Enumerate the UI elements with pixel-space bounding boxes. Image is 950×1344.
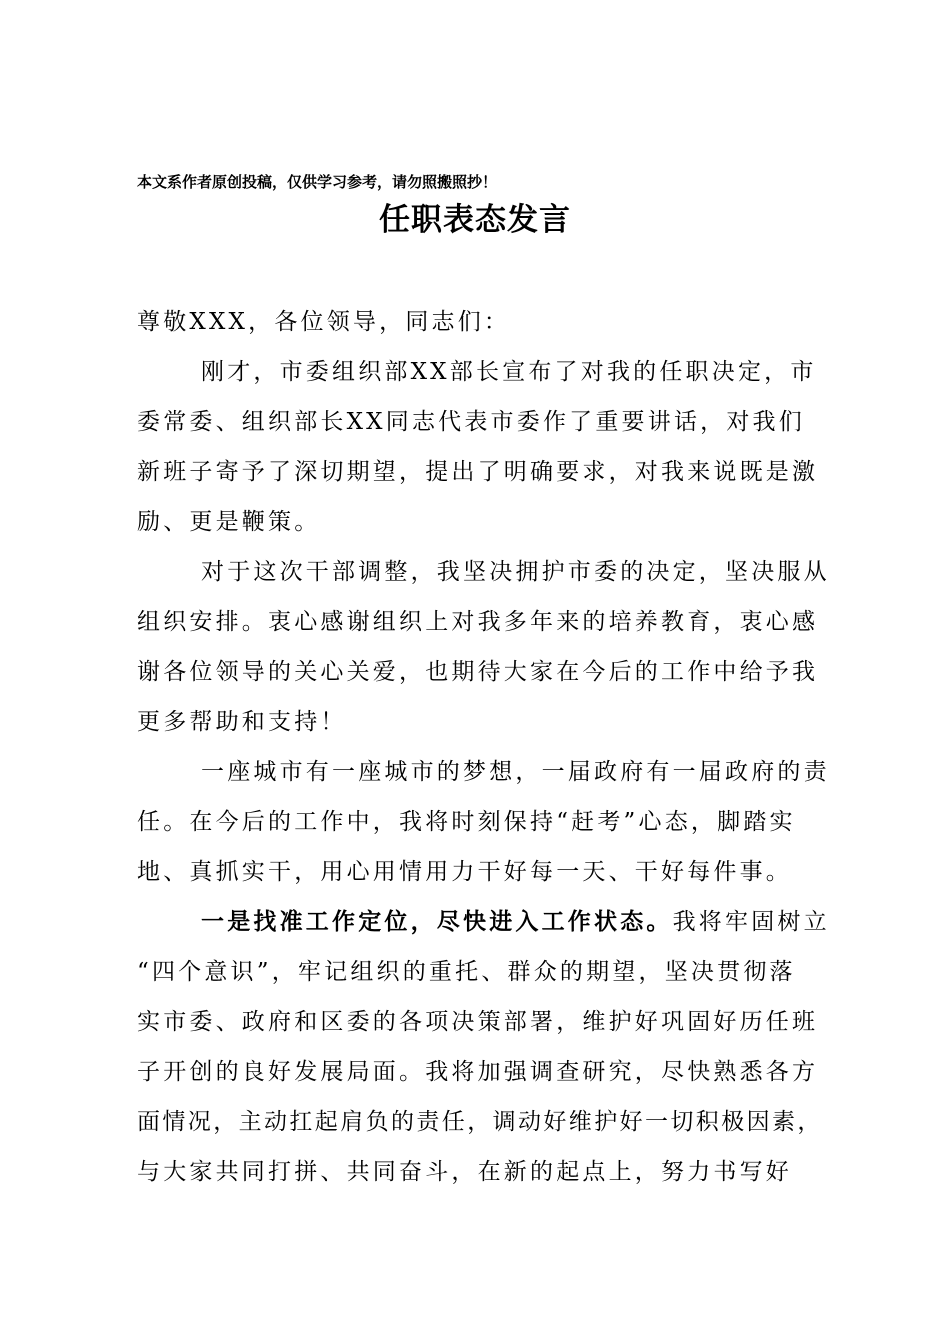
paragraph-1-line-4: 励、更是鞭策。: [137, 509, 321, 535]
document-title: 任职表态发言: [379, 202, 571, 238]
salutation: 尊敬XXX，各位领导，同志们：: [137, 309, 511, 335]
paragraph-2-line-1: 对于这次干部调整，我坚决拥护市委的决定，坚决服从: [201, 559, 830, 585]
paragraph-4-line-3: 实市委、政府和区委的各项决策部署，维护好巩固好历任班: [137, 1009, 819, 1035]
paragraph-4-line-6: 与大家共同打拼、共同奋斗，在新的起点上，努力书写好: [137, 1159, 792, 1185]
paragraph-1-line-3: 新班子寄予了深切期望，提出了明确要求，对我来说既是激: [137, 459, 819, 485]
paragraph-3-line-3: 地、真抓实干，用心用情用力干好每一天、干好每件事。: [137, 859, 792, 885]
document-body: [137, 297, 830, 1197]
paragraph-4-bold-lead: 一是找准工作定位，尽快进入工作状态。: [201, 908, 673, 935]
paragraph-4-line-4: 子开创的良好发展局面。我将加强调查研究，尽快熟悉各方: [137, 1059, 819, 1085]
paragraph-4-line-2: “四个意识”，牢记组织的重托、群众的期望，坚决贯彻落: [137, 959, 796, 985]
paragraph-2-line-2: 组织安排。衷心感谢组织上对我多年来的培养教育，衷心感: [137, 609, 819, 635]
disclaimer-note: 本文系作者原创投稿，仅供学习参考，请勿照搬照抄！: [137, 173, 498, 191]
paragraph-1-line-2: 委常委、组织部长XX同志代表市委作了重要讲话，对我们: [137, 409, 805, 435]
paragraph-4-line-1: [137, 897, 830, 947]
paragraph-1-line-1: 刚才，市委组织部XX部长宣布了对我的任职决定，市: [201, 359, 817, 385]
paragraph-3-line-1: 一座城市有一座城市的梦想，一届政府有一届政府的责: [201, 759, 830, 785]
paragraph-2-line-3: 谢各位领导的关心关爱，也期待大家在今后的工作中给予我: [137, 659, 819, 685]
paragraph-4-line-5: 面情况，主动扛起肩负的责任，调动好维护好一切积极因素，: [137, 1109, 823, 1135]
paragraph-2-line-4: 更多帮助和支持！: [137, 709, 347, 735]
paragraph-4-first-line-rest: 我将牢固树立: [672, 909, 830, 935]
paragraph-3-line-2: 任。在今后的工作中，我将时刻保持“赶考”心态，脚踏实: [137, 809, 796, 835]
